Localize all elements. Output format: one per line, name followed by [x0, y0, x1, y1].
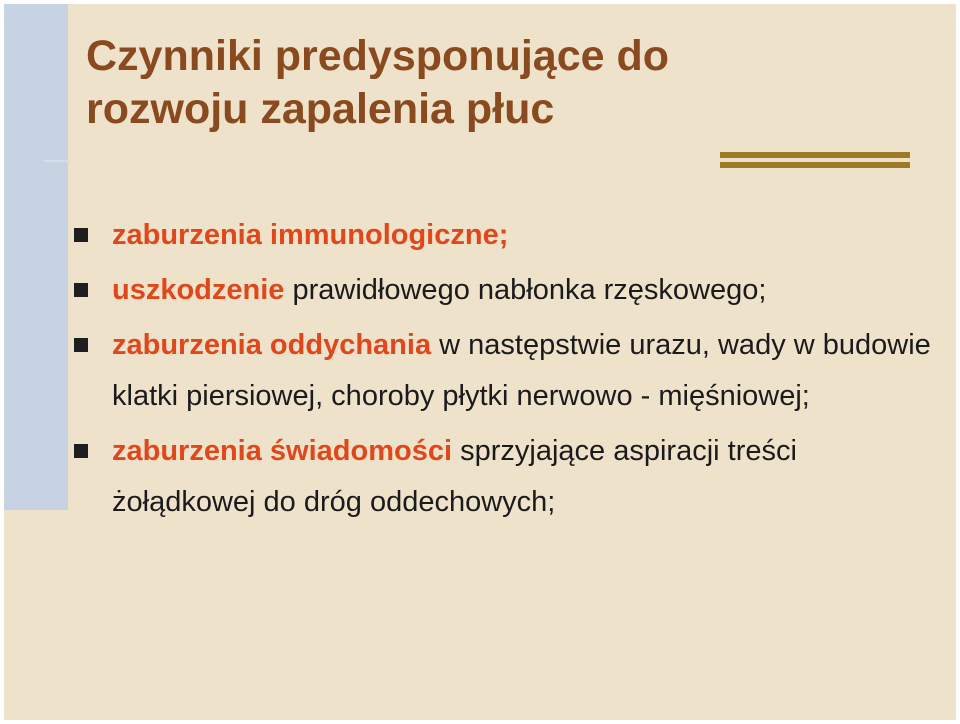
bullet-item-1 — [112, 210, 932, 261]
slide-title-line-2: rozwoju zapalenia płuc — [86, 85, 555, 133]
square-bullet-icon — [74, 228, 88, 242]
bullet-highlight: zaburzenia świadomości — [112, 435, 453, 467]
slide-title — [86, 30, 669, 136]
bullet-text: w następstwie urazu, wady w budowie klatki piersiowej, choroby płytki nerwowo - mięśniowej; — [112, 329, 931, 412]
bullet-highlight: uszkodzenie — [112, 274, 285, 306]
title-accent-bar-top — [720, 152, 910, 158]
bullet-item-2 — [112, 265, 932, 316]
square-bullet-icon — [74, 283, 88, 297]
side-divider — [44, 160, 70, 162]
square-bullet-icon — [74, 338, 88, 352]
bullet-item-4 — [112, 426, 932, 528]
title-accent-bar-bottom — [720, 162, 910, 168]
bullet-highlight: zaburzenia immunologiczne; — [112, 219, 509, 251]
slide-title-line-1: Czynniki predysponujące do — [86, 32, 669, 80]
bullet-text: sprzyjające aspiracji treści żołądkowej do dróg oddechowych; — [112, 435, 797, 518]
side-strip — [4, 4, 68, 510]
bullet-highlight: zaburzenia oddychania — [112, 329, 432, 361]
bullet-text: prawidłowego nabłonka rzęskowego; — [284, 274, 767, 306]
bullet-list — [112, 210, 932, 532]
square-bullet-icon — [74, 444, 88, 458]
bullet-item-3 — [112, 320, 932, 422]
slide — [4, 4, 956, 720]
